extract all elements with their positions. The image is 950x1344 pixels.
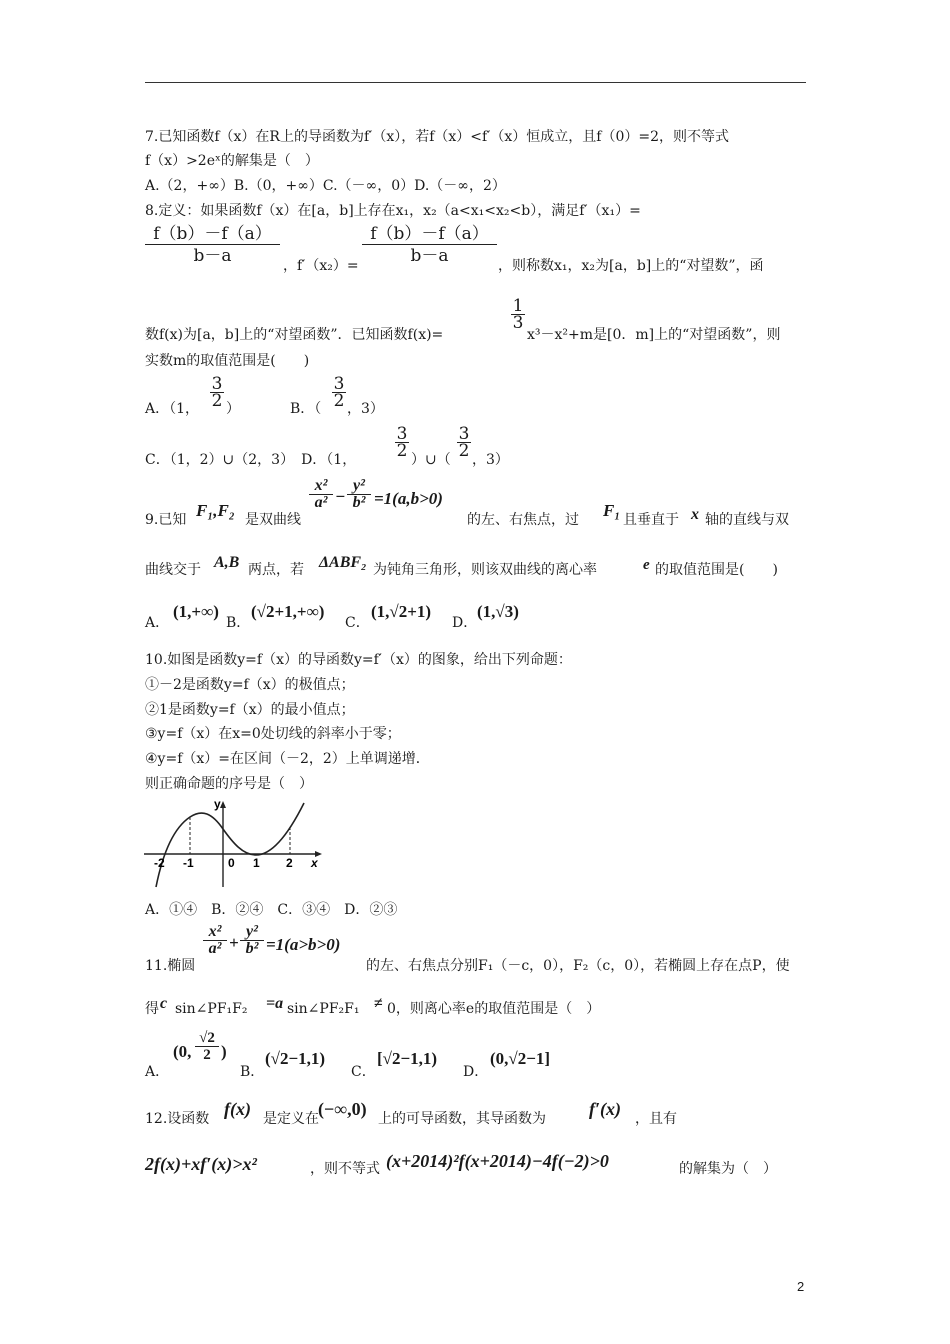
q11-head: 11.椭圆 xyxy=(145,958,196,974)
q8-option-d-mid: ）∪（ xyxy=(411,452,451,468)
fraction-three-halves xyxy=(332,376,346,409)
q12-fx: f(x) xyxy=(224,1099,251,1119)
y-axis-label: y xyxy=(214,797,221,811)
q9-eq-frac-y xyxy=(347,478,371,511)
q12-t2: 上的可导函数，其导函数为 xyxy=(378,1111,546,1127)
q10-line1: 10.如图是函数y=f（x）的导函数y=f′（x）的图象，给出下列命题： xyxy=(145,652,572,668)
q8-option-b: B．（ xyxy=(290,401,322,417)
q11-option-a-frac xyxy=(195,1030,219,1063)
fraction-denominator: 2 xyxy=(333,391,345,411)
fraction-three-halves xyxy=(457,426,471,459)
fraction-numerator: x² xyxy=(314,477,328,494)
q7-options: A.（2，+∞）B.（0，+∞）C.（－∞，0）D.（－∞，2） xyxy=(145,178,506,194)
q9-l2b: 两点，若 xyxy=(248,562,304,578)
q12-t1: 是定义在 xyxy=(263,1111,319,1127)
y-axis-arrow xyxy=(220,801,226,808)
tick-label: -2 xyxy=(154,856,165,870)
q8-option-b-tail: ，3） xyxy=(347,401,384,417)
q10-options: A．①④ B．②④ C．③④ D．②③ xyxy=(145,902,398,918)
q12-fpx: f′(x) xyxy=(589,1099,622,1119)
q11-option-c: [√2−1,1) xyxy=(377,1049,438,1068)
q8-line2-tail: ，则称数x₁，x₂为[a，b]上的“对望数”，函 xyxy=(498,258,764,274)
fraction-three-halves xyxy=(210,376,224,409)
q11-l2d: 0，则离心率e的取值范围是（ ） xyxy=(387,1001,601,1017)
q9-t4: 轴的直线与双 xyxy=(705,512,789,528)
q12-inequality-2: (x+2014)²f(x+2014)−4f(−2)>0 xyxy=(386,1151,609,1171)
q11-option-b-label: B． xyxy=(240,1064,265,1080)
q8-mid1: ，f′（x₂）= xyxy=(283,258,359,274)
q11-option-d: (0,√2−1] xyxy=(490,1049,551,1068)
q11-option-a-post: ) xyxy=(221,1042,227,1061)
q9-eq-frac-x xyxy=(309,478,333,511)
fraction-denominator: b－a xyxy=(193,246,232,266)
fraction-denominator: b² xyxy=(352,494,366,511)
q9-option-c-label: C． xyxy=(345,615,370,631)
q11-t1: 的左、右焦点分别F₁（－c，0），F₂（c，0），若椭圆上存在点P，使 xyxy=(366,958,790,974)
q9-head: 9.已知 xyxy=(145,512,187,528)
q8-option-d-tail: ，3） xyxy=(472,452,509,468)
fraction-three-halves xyxy=(395,426,409,459)
fraction-numerator: 3 xyxy=(333,374,345,394)
q9-option-d-label: D． xyxy=(452,615,478,631)
derivative-graph xyxy=(140,795,330,891)
q9-option-d: (1,√3) xyxy=(477,602,519,621)
q10-line3: ②1是函数y=f（x）的最小值点； xyxy=(145,702,355,718)
fraction-numerator: x² xyxy=(208,923,222,940)
tick-label: 2 xyxy=(286,856,293,870)
fraction-denominator: 3 xyxy=(512,313,524,333)
q8-option-a: A．（1， xyxy=(145,401,200,417)
fraction-denominator: a² xyxy=(208,940,222,957)
fraction-numerator: 3 xyxy=(396,424,408,444)
fraction-denominator: a² xyxy=(314,494,328,511)
q11-eq-frac-y xyxy=(240,924,264,957)
tick-label: -1 xyxy=(183,856,194,870)
q9-e: e xyxy=(643,557,650,573)
q10-line4: ③y=f（x）在x=0处切线的斜率小于零； xyxy=(145,726,401,742)
q9-eq-tail: =1(a,b>0) xyxy=(374,489,443,508)
q12-inequality: 2f(x)+xf′(x)>x² xyxy=(145,1154,257,1174)
q9-x: x xyxy=(691,506,699,523)
derivative-curve xyxy=(156,803,304,887)
fraction-denominator: b² xyxy=(245,940,259,957)
fraction-denominator: 2 xyxy=(396,441,408,461)
fraction-one-third xyxy=(511,298,525,331)
q9-option-b-label: B． xyxy=(226,615,251,631)
x-axis-label: x xyxy=(311,856,318,870)
q8-line3-head: 数f(x)为[a，b]上的“对望函数”．已知函数f(x)= xyxy=(145,327,444,343)
q9-option-a-label: A． xyxy=(145,615,170,631)
q10-line2: ①－2是函数y=f（x）的极值点； xyxy=(145,677,355,693)
q11-l2b: sin∠PF₁F₂ xyxy=(175,1001,248,1017)
q11-option-a-pre: (0, xyxy=(173,1042,192,1061)
q12-t4: ，则不等式 xyxy=(310,1161,380,1177)
tick-label: 0 xyxy=(228,856,235,870)
fraction-numerator: 3 xyxy=(458,424,470,444)
q11-eq-tail: =1(a>b>0) xyxy=(266,935,341,954)
q12-domain: (−∞,0) xyxy=(318,1099,367,1119)
q10-line6: 则正确命题的序号是（ ） xyxy=(145,776,313,792)
q8-line4: 实数m的取值范围是( ) xyxy=(145,353,310,369)
q8-fraction-1 xyxy=(145,224,280,267)
q9-option-a: (1,+∞) xyxy=(173,602,219,621)
header-rule xyxy=(145,82,806,83)
q9-f1f2: F₁,F₂ xyxy=(196,501,235,520)
q8-option-a-tail: ） xyxy=(226,401,240,417)
q9-triangle: ΔABF₂ xyxy=(319,554,367,571)
q12-t5: 的解集为（ ） xyxy=(679,1161,777,1177)
q9-ab: A,B xyxy=(214,554,240,571)
q9-t3: 且垂直于 xyxy=(623,512,679,528)
q11-option-d-label: D． xyxy=(463,1064,489,1080)
q8-line3-tail: x³－x²+m是[0．m]上的“对望函数”，则 xyxy=(527,327,781,343)
fraction-denominator: 2 xyxy=(203,1047,211,1063)
q10-line5: ④y=f（x）=在区间（－2，2）上单调递增． xyxy=(145,751,430,767)
fraction-numerator: f（b）－f（a） xyxy=(153,224,272,244)
fraction-denominator: b－a xyxy=(410,246,449,266)
fraction-numerator: √2 xyxy=(199,1030,215,1046)
fraction-numerator: y² xyxy=(246,923,258,940)
q11-l2a: 得 xyxy=(145,1001,159,1017)
q7-line1: 7.已知函数f（x）在R上的导函数为f′（x），若f（x）<f′（x）恒成立，且f（0）=2，则不等式 xyxy=(145,129,730,145)
q9-l2a: 曲线交于 xyxy=(145,562,201,578)
q11-plus: + xyxy=(229,933,239,952)
fraction-numerator: 3 xyxy=(211,374,223,394)
fraction-denominator: 2 xyxy=(458,441,470,461)
fraction-numerator: f（b）－f（a） xyxy=(370,224,489,244)
q9-l2c: 为钝角三角形，则该双曲线的离心率 xyxy=(373,562,597,578)
q9-l2d: 的取值范围是( ) xyxy=(655,562,778,578)
fraction-numerator: 1 xyxy=(512,296,524,316)
q12-head: 12.设函数 xyxy=(145,1111,210,1127)
page-number: 2 xyxy=(797,1279,805,1294)
fraction-denominator: 2 xyxy=(211,391,223,411)
q8-option-cd: C．（1，2）∪（2，3） D．（1， xyxy=(145,452,357,468)
q11-eq-frac-x xyxy=(203,924,227,957)
q8-fraction-2 xyxy=(362,224,497,267)
q7-line2: f（x）>2eˣ的解集是（ ） xyxy=(145,153,319,169)
q11-neq: ≠ xyxy=(374,995,383,1012)
q11-option-c-label: C． xyxy=(351,1064,376,1080)
q9-t2: 的左、右焦点，过 xyxy=(467,512,579,528)
q9-option-c: (1,√2+1) xyxy=(371,602,432,621)
q9-option-b: (√2+1,+∞) xyxy=(251,602,325,621)
q11-c: c xyxy=(160,995,168,1012)
q12-t3: ，且有 xyxy=(635,1111,677,1127)
fraction-numerator: y² xyxy=(353,477,365,494)
q11-option-a-label: A． xyxy=(145,1064,170,1080)
q11-eq-a: =a xyxy=(266,995,284,1012)
q9-minus: − xyxy=(335,487,346,506)
q11-l2c: sin∠PF₂F₁ xyxy=(287,1001,360,1017)
q9-f1: F₁ xyxy=(603,501,621,520)
tick-label: 1 xyxy=(253,856,260,870)
q11-option-b: (√2−1,1) xyxy=(265,1049,326,1068)
q9-t1: 是双曲线 xyxy=(245,512,301,528)
q8-line1: 8.定义：如果函数f（x）在[a，b]上存在x₁，x₂（a<x₁<x₂<b），满足f′（x₁）= xyxy=(145,203,641,219)
